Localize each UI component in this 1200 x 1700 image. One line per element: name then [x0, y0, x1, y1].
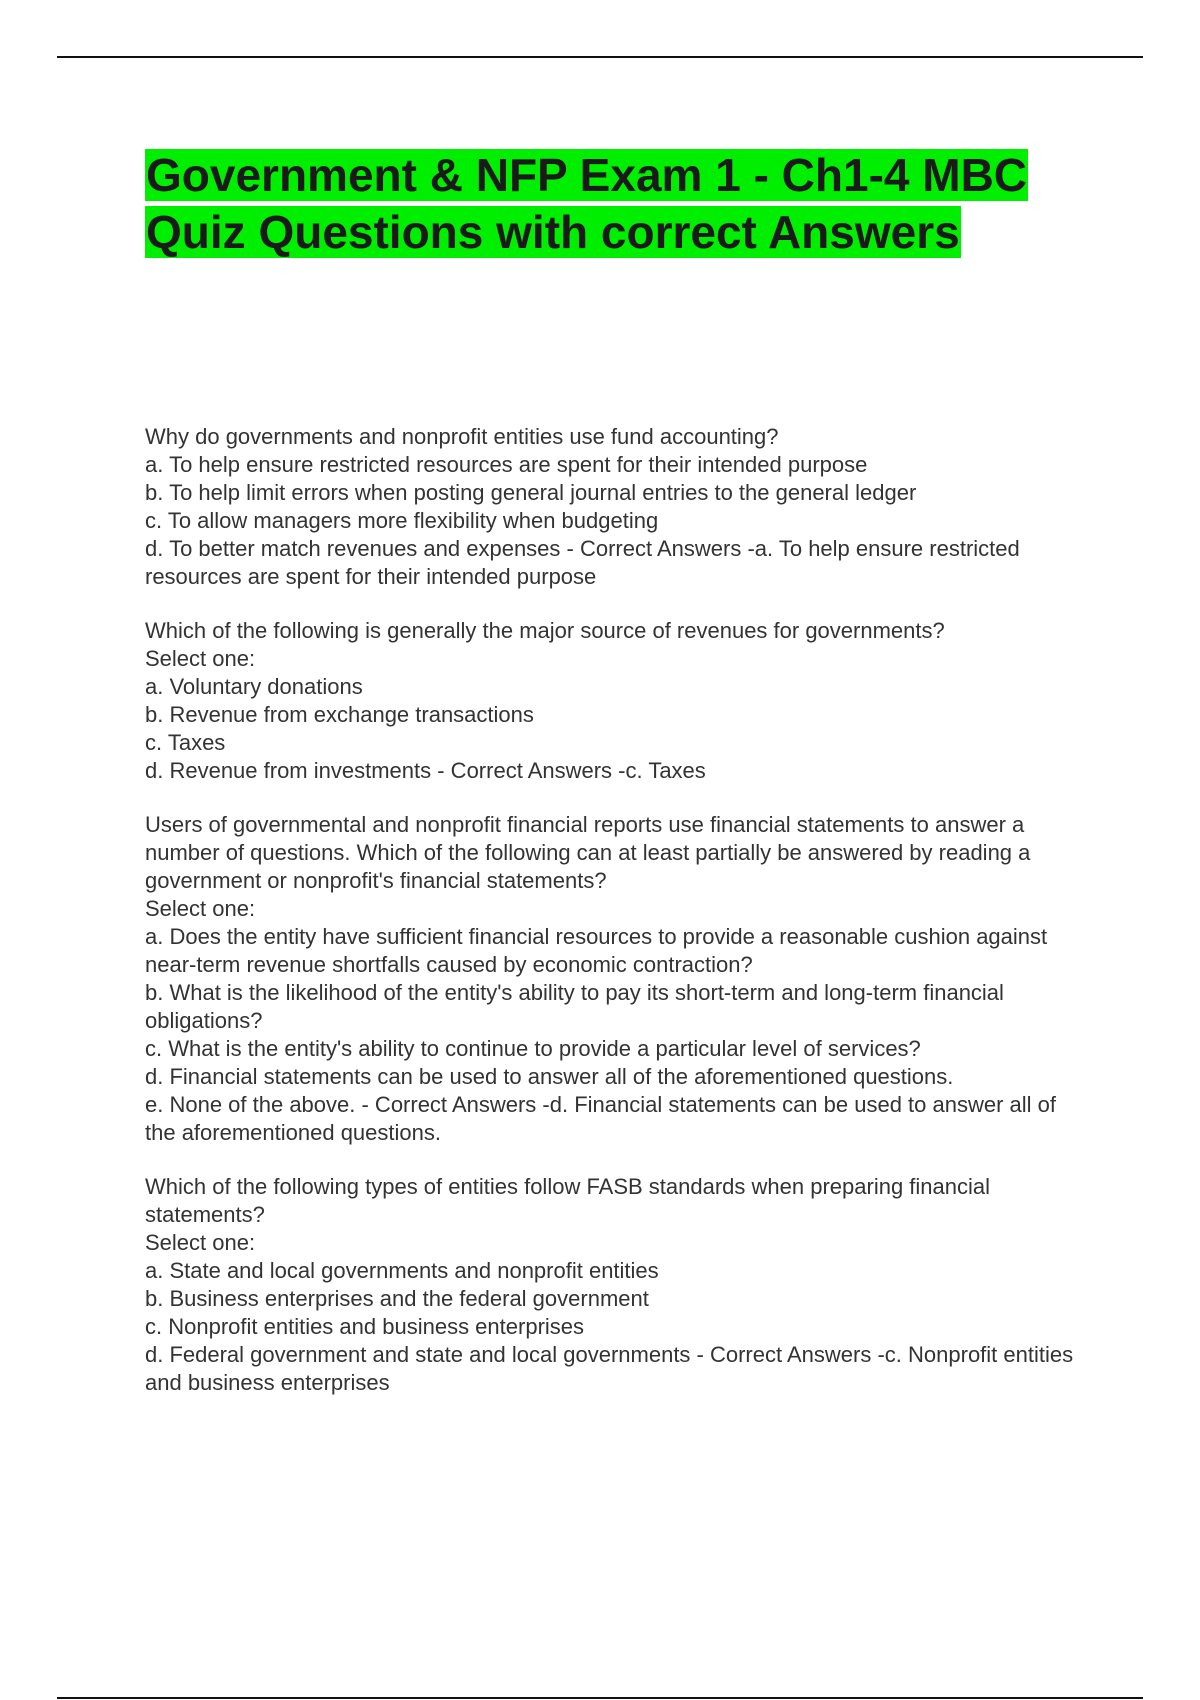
answer-option: b. Business enterprises and the federal government [145, 1286, 649, 1311]
document-body [145, 423, 1090, 1423]
answer-option: c. What is the entity's ability to continue to provide a particular level of services? [145, 1036, 921, 1061]
answer-option: a. State and local governments and nonprofit entities [145, 1258, 659, 1283]
answer-option-with-correct-answer: d. Federal government and state and local governments - Correct Answers -c. Nonprofit entities and business enterprises [145, 1342, 1074, 1395]
answer-option: a. Voluntary donations [145, 674, 363, 699]
answer-option: c. Nonprofit entities and business enterprises [145, 1314, 585, 1339]
answer-option: a. To help ensure restricted resources are spent for their intended purpose [145, 452, 868, 477]
select-one-label: Select one: [145, 1230, 256, 1255]
answer-option: a. Does the entity have sufficient financial resources to provide a reasonable cushion against near-term revenue shortfalls caused by economic contraction? [145, 924, 1048, 977]
question-block-3 [145, 811, 1090, 1147]
answer-option: b. To help limit errors when posting general journal entries to the general ledger [145, 480, 917, 505]
question-text: Users of governmental and nonprofit financial reports use financial statements to answer a number of questions. Which of the following can at least partially be answered by reading a government or nonprofit's financial statements? [145, 812, 1031, 893]
answer-option: b. Revenue from exchange transactions [145, 702, 534, 727]
answer-option: d. Financial statements can be used to answer all of the aforementioned questions. [145, 1064, 954, 1089]
top-rule [57, 56, 1143, 58]
answer-option-with-correct-answer: d. Revenue from investments - Correct Answers -c. Taxes [145, 758, 706, 783]
question-block-2 [145, 617, 1090, 785]
select-one-label: Select one: [145, 646, 256, 671]
question-text: Which of the following types of entities follow FASB standards when preparing financial statements? [145, 1174, 991, 1227]
answer-option: c. Taxes [145, 730, 226, 755]
document-title [145, 147, 1085, 261]
title-highlight: Government & NFP Exam 1 - Ch1-4 MBC Quiz Questions with correct Answers [146, 149, 1028, 258]
question-block-1 [145, 423, 1090, 591]
answer-option: b. What is the likelihood of the entity's ability to pay its short-term and long-term financial obligations? [145, 980, 1004, 1033]
answer-option-with-correct-answer: e. None of the above. - Correct Answers -d. Financial statements can be used to answer all of the aforementioned questions. [145, 1092, 1057, 1145]
question-text: Which of the following is generally the major source of revenues for governments? [145, 618, 945, 643]
question-block-4 [145, 1173, 1090, 1397]
answer-option: c. To allow managers more flexibility when budgeting [145, 508, 659, 533]
select-one-label: Select one: [145, 896, 256, 921]
question-text: Why do governments and nonprofit entities use fund accounting? [145, 424, 779, 449]
answer-option-with-correct-answer: d. To better match revenues and expenses - Correct Answers -a. To help ensure restricted resources are spent for their intended purpose [145, 536, 1020, 589]
bottom-rule [57, 1697, 1143, 1699]
